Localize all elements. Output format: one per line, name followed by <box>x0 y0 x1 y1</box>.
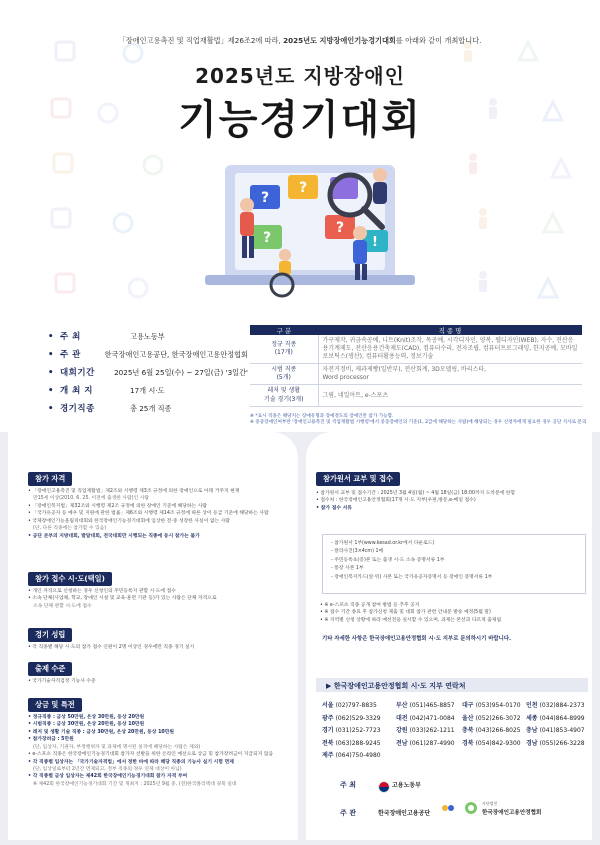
info-key: • 경기직종 <box>48 402 130 414</box>
paint-icon <box>52 270 78 296</box>
event-info <box>48 330 248 420</box>
list-item: • 「장애인복지법」제32조와 시행령 제2조 규정에 의한 장애인 기준에 해당하는 사람 <box>28 503 290 510</box>
ministry-logo-icon <box>378 778 390 790</box>
list-item: • 각 직종별 금상 입상자는 제42회 한국장애인기능경기대회 참가 자격 부여 <box>28 773 292 780</box>
document-item: - 주민등록초(증)본 또는 출생 시·도 소속 증명서류 1부 <box>331 557 577 565</box>
info-key: • 주 최 <box>48 330 130 342</box>
list-item: (단, 다른 직종에는 참가할 수 있음) <box>33 526 107 532</box>
contact-tel: (061)287-4990 <box>409 739 455 747</box>
contact-city: 서울 <box>322 702 334 709</box>
document-item: - 장애인복지카드(앞·뒤) 사본 또는 국가유공자증명서 등 장애인 증명서류 1부 <box>331 574 577 582</box>
section-title-application: 참가원서 교부 및 접수 <box>316 472 400 486</box>
contact-tel: (041)853-4907 <box>539 727 585 734</box>
table-cell-value: 가구제작, 귀금속공예, 니트(Knit)조작, 목공예, 시각디자인, 양복, 웹디자인(WEB), 자수, 전산응용기계제도, 전산응용건축제도(CAD), 컴퓨터수리, 전자조립, 컴퓨터프로그래밍, 한지공예, 모바일로보틱스(생산), 컴퓨터활용능력, 정보기술 <box>318 335 582 364</box>
contact-city: 울산 <box>462 714 474 722</box>
section-title-registration-region: 참가 접수 시·도(택일) <box>28 572 112 586</box>
contact-item <box>526 700 592 709</box>
contact-item <box>322 713 396 722</box>
contact-item <box>462 713 526 722</box>
section-title-eligibility: 참가 자격 <box>28 472 72 486</box>
contact-item <box>396 700 462 709</box>
stack-icon <box>50 150 76 176</box>
contact-city: 대전 <box>396 714 408 722</box>
table-cell-value: 그림, 네일아트, e-스포츠 <box>318 385 582 406</box>
list-item: 만15세 이상(2010. 6. 25. 이전에 출생한 사람)인 사람 <box>33 496 149 502</box>
note-item: • ※ e-스포츠 직종 공개 참여 방법 등 추후 공지 <box>320 602 590 609</box>
exam-level-list <box>28 678 290 685</box>
list-item: • 레저 및 생활 기술 직종 : 금상 30만원, 은상 20만원, 동상 10만원 <box>28 729 292 736</box>
contact-tel: (02)797-8835 <box>335 702 377 709</box>
list-item: • 「장애인고용촉진 및 직업재활법」제2조와 시행령 제3조 규정에 의한 장애인으로 아래 거주지 현재 <box>28 488 290 495</box>
list-item: • 접수처 : 한국장애인고용안정협회(17개 시·도 지부(우편,방문,e-메일 접수) <box>316 497 588 504</box>
list-item: • 시범직종 : 금상 30만원, 은상 20만원, 동상 10만원 <box>28 721 292 728</box>
competition-validity-list <box>28 644 290 651</box>
reading-icon <box>140 152 166 178</box>
title-line1: 2025년도 지방장애인 <box>195 64 405 88</box>
list-item: ※ 제42회 한국장애인기능경기대회 기간 및 개최지 : 2025년 9월 중, (전)한국폴리텍대 경북 일대 <box>33 781 237 787</box>
application-list <box>316 490 588 512</box>
svg-text:?: ? <box>262 230 272 246</box>
table-cell-key: 시범 직종 (5개) <box>250 364 318 385</box>
contact-item <box>526 725 592 734</box>
contact-tel: (064)750-4980 <box>335 752 381 759</box>
contact-tel: (031)252-7723 <box>335 727 381 734</box>
table-cell-value: 자전거정비, 제과제빵(일반부), 전산회계, 3D모델링, 바리스타, Word processor <box>318 364 582 385</box>
info-row-period <box>48 366 248 384</box>
registration-region-list <box>28 588 290 610</box>
laptop-icon <box>125 275 151 301</box>
section-title-competition-validity: 경기 성립 <box>28 628 72 642</box>
list-item: • 참가원서 교부 및 접수기간 : 2025년 3월 4일(월) ~ 4월 18일(금) 18:00까지 도착분에 한함 <box>316 490 588 497</box>
tools-icon <box>548 155 574 181</box>
svg-text:!: ! <box>372 235 378 250</box>
contact-item <box>462 700 526 709</box>
contact-item <box>396 738 462 747</box>
hanger-icon <box>470 205 496 231</box>
table-notes <box>250 414 590 427</box>
contact-header: ▶ 한국장애인고용안정협회 시·도 지부 연락처 <box>316 678 588 692</box>
section-title-prizes: 상금 및 특전 <box>28 698 82 712</box>
contact-item <box>396 725 462 734</box>
contact-city: 충북 <box>462 727 474 734</box>
contact-tel: (062)529-3329 <box>335 714 381 722</box>
inquiry-text: 기타 자세한 사항은 한국장애인고용안정협회 시·도 지부로 문의하시기 바랍니다. <box>322 636 512 642</box>
header-notice <box>0 36 600 46</box>
svg-text:?: ? <box>335 220 345 236</box>
contact-city: 충남 <box>526 727 538 734</box>
svg-text:?: ? <box>298 180 308 196</box>
list-item: (단, 입상자, 기권자, 부정행위자 및 과제에 명시된 실격에 해당하는 사람은 제외) <box>33 744 201 750</box>
contact-item <box>462 725 526 734</box>
table-note: ※ 중증장애인여부란 '장애인고용촉진 및 직업재활법 시행령'에서 중증장애인의 기준(1, 2급에 해당하는 사람)에 해당되는 경우 신청자에게 필요한 경우 공단 지사로 문의 <box>250 420 587 426</box>
info-key: • 개 최 지 <box>48 384 130 396</box>
contact-city: 경기 <box>322 727 334 734</box>
hero-illustration <box>190 135 430 305</box>
table-row <box>250 385 582 406</box>
list-item: • 국제장애인기능올림픽대회와 한국장애인기능경기대회에 입상한 전·중 성장한 사실이 없는 사람 <box>28 518 290 525</box>
prizes-list <box>28 714 292 788</box>
contact-item <box>526 738 592 747</box>
contact-tel: (043)266-8025 <box>475 727 521 734</box>
contact-tel: (044)864-8999 <box>539 714 585 722</box>
list-item: (단, 입상일로부터 2년간 면제되고, 정부 직종의 경우 연제 대상이 아님) <box>33 766 182 772</box>
info-value: 17개 시·도 <box>130 386 165 395</box>
application-notes <box>320 602 590 624</box>
contact-tel: (054)842-9300 <box>475 739 521 747</box>
title-line2: 기능경기대회 <box>178 97 422 143</box>
list-item: • 소속 단체(사업체, 학교, 장애인 시설 및 교육·훈련 기관 등)가 있는 사람은 단체 자격으로 <box>28 595 290 602</box>
info-row-venue <box>48 384 248 402</box>
table-row <box>250 364 582 385</box>
list-item: • 국가기술자격검정 기능사 수준 <box>28 678 290 685</box>
contact-tel: (055)266-3228 <box>539 739 585 747</box>
contact-city: 강원 <box>396 727 408 734</box>
footer-host: 고용노동부 <box>392 782 421 789</box>
contact-city: 제주 <box>322 752 334 759</box>
table-cell-key: 정규 직종 (17개) <box>250 335 318 364</box>
contact-city: 인천 <box>526 702 538 709</box>
contact-city: 부산 <box>396 702 408 709</box>
contact-tel: (033)262-1211 <box>409 727 455 734</box>
info-row-host <box>48 330 248 348</box>
table-row <box>250 335 582 364</box>
footer-org2: 한국장애인고용안정협회 <box>482 810 542 816</box>
note-item: • ※ 접수 기간 종료 후 참가신청 제출 및 대회 참가 관련 안내문 발송 예정(5월 말) <box>320 609 590 616</box>
table-header: 직 종 명 <box>318 325 582 335</box>
contact-city: 경북 <box>462 739 474 747</box>
contact-city: 세종 <box>526 714 538 722</box>
contact-city: 경남 <box>526 739 538 747</box>
document-item: - 통장 사본 1부 <box>331 565 577 573</box>
list-item: 소속 단체 관할 시·도에 접수 <box>33 603 92 609</box>
list-item: • 정규직종 : 금상 50만원, 은상 30만원, 동상 20만원 <box>28 714 292 721</box>
scissors-icon <box>540 210 566 236</box>
list-item: • 개인 자격으로 신청하는 경우 신청인의 주민등록지 관할 시·도에 접수 <box>28 588 290 595</box>
notice-text: 「장애인고용촉진 및 직업재활법」제26조2에 따라, <box>118 36 281 45</box>
contact-item <box>322 750 396 759</box>
document-item: - 참가원서 1부(www.kesad.or.kr에서 다운로드) <box>331 540 577 548</box>
contact-city: 전남 <box>396 739 408 747</box>
document-item: - 칼라사진(3×4cm) 1매 <box>331 548 577 556</box>
eligibility-list <box>28 488 290 540</box>
list-item: • 각 직종별 입상자는 「국가기술자격법」에서 정한 바에 따라 해당 직종의 기능사 실기 시험 면제 <box>28 759 292 766</box>
table-cell-key: 레저 및 생활 기술 경기(3개) <box>250 385 318 406</box>
list-item: • 참가장려금 : 5만원 <box>28 736 292 743</box>
info-key: • 대회기간 <box>48 366 114 378</box>
contact-item <box>396 713 462 722</box>
contact-item <box>526 713 592 722</box>
list-item: • 「국가유공자 등 예우 및 지원에 관한 법률」제6조와 시행령 제14조 규정에 따른 상이 등급 기준에 해당하는 사람 <box>28 510 290 517</box>
info-row-categories <box>48 402 248 420</box>
camera-icon <box>460 150 486 176</box>
contact-item <box>322 725 396 734</box>
notice-text-end: 를 아래와 같이 개최합니다. <box>395 36 482 45</box>
kesad-logo-icon <box>464 800 478 814</box>
list-item: • 참가 접수 서류 <box>316 505 588 512</box>
kead-logo-icon <box>440 800 456 816</box>
info-row-organizer <box>48 348 248 366</box>
list-item: • e-스포츠 직종은 한국장애인기능경기대회 참가자 선발을 위한 온라인 예선으로 상금 및 참가장려금이 지급되지 않음 <box>28 751 292 758</box>
brush-icon <box>535 275 561 301</box>
table-note: ※ *표시 직종은 해당지는 장애유형과 장애정도의 장애인만 참가 가능함. <box>250 414 394 419</box>
table-header-row <box>250 325 582 335</box>
info-key: • 주 관 <box>48 348 105 360</box>
contact-tel: (053)954-0170 <box>475 702 521 709</box>
info-value: 총 25개 직종 <box>130 404 172 413</box>
table-header: 구 분 <box>250 325 318 335</box>
contact-item <box>462 738 526 747</box>
footer-org-label: 주 관 <box>340 809 356 817</box>
contact-tel: (063)288-9245 <box>335 739 381 747</box>
contact-tel: (042)471-0084 <box>409 714 455 722</box>
contact-item <box>322 738 396 747</box>
list-item: • 각 직종별 해당 시·도의 참가 접수 인원이 2명 이상인 경우에만 직종 경기 실시 <box>28 644 290 651</box>
pen-icon <box>110 210 136 236</box>
walker-icon <box>48 205 74 231</box>
notice-bold-text: 2025년도 지방장애인기능경기대회 <box>283 36 396 45</box>
contact-tel: (052)266-3072 <box>475 714 521 722</box>
contact-item <box>322 700 396 709</box>
contact-city: 광주 <box>322 714 334 722</box>
info-value: 한국장애인고용공단, 한국장애인고용안정협회 <box>104 350 248 359</box>
contact-tel: (032)884-2373 <box>539 702 585 709</box>
info-value: 2025년 6월 25일(수) ~ 27일(금) '3일간' <box>114 368 248 377</box>
required-documents-box <box>322 534 586 594</box>
list-item: • 공단 본부의 지방대회, 발달대회, 전국대회만 시행되는 직종에 동시 참가는 불가 <box>28 533 290 540</box>
footer-host-label: 주 최 <box>340 781 356 789</box>
svg-text:?: ? <box>260 190 270 206</box>
contact-city: 대구 <box>462 702 474 709</box>
contact-tel: (051)465-8857 <box>409 702 455 709</box>
section-title-exam-level: 출제 수준 <box>28 662 72 676</box>
contact-list <box>322 700 592 759</box>
note-item: • ※ 지역별 신청 상황에 따라 예선전을 실시할 수 있으며, 과제는 본선과 다르게 출제됨 <box>320 617 590 624</box>
category-table <box>250 325 582 407</box>
cane-icon <box>470 268 496 294</box>
contact-city: 전북 <box>322 739 334 747</box>
footer-org2-small: 사단법인 <box>482 801 498 806</box>
footer-org1: 한국장애인고용공단 <box>378 810 431 817</box>
info-value: 고용노동부 <box>130 332 165 341</box>
